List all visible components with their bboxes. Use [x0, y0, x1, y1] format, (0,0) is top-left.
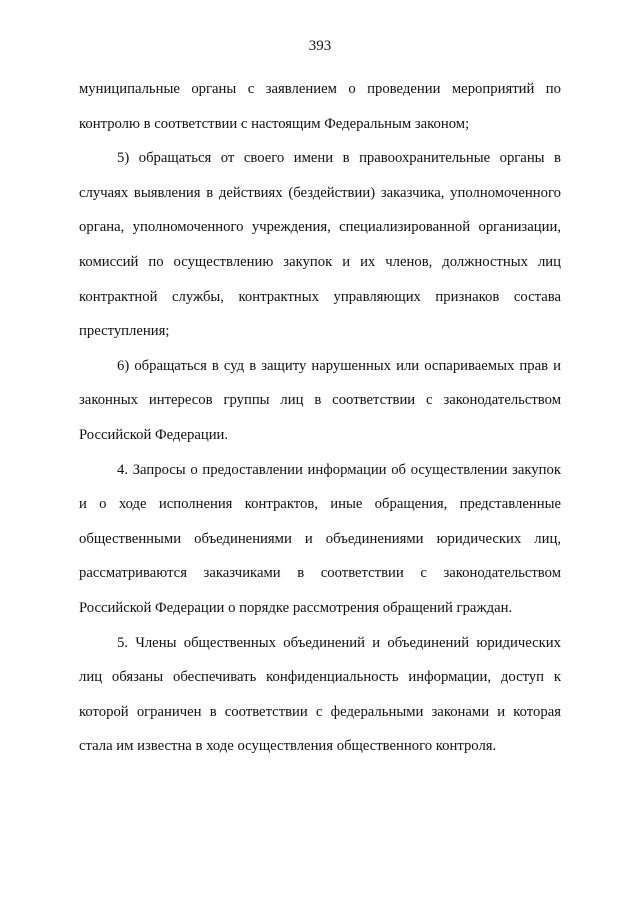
text-line: 5. Члены общественных объединений и объединений юридических [117, 634, 561, 651]
paragraph-section-5 [79, 626, 561, 764]
text-line: 4. Запросы о предоставлении информации об осуществлении закупок [117, 461, 561, 478]
text-line: преступления; [79, 323, 170, 340]
paragraph-section-4 [79, 453, 561, 626]
page-number: 393 [308, 38, 332, 54]
paragraph-municipal-bodies [79, 72, 561, 141]
text-line: Российской Федерации о порядке рассмотрения обращений граждан. [79, 599, 513, 616]
text-line: и о ходе исполнения контрактов, иные обращения, представленные [79, 496, 561, 513]
text-line: которой ограничен в соответствии с федеральными законами и которая [79, 703, 561, 720]
paragraph-item-6 [79, 349, 561, 453]
text-line: законных интересов группы лиц в соответствии с законодательством [79, 392, 561, 409]
text-line: лиц обязаны обеспечивать конфиденциальность информации, доступ к [79, 669, 561, 686]
document-body [79, 72, 561, 764]
text-line: 5) обращаться от своего имени в правоохранительные органы в [117, 150, 561, 167]
text-line: контролю в соответствии с настоящим Федеральным законом; [79, 115, 470, 132]
text-line: муниципальные органы с заявлением о проведении мероприятий по [79, 81, 561, 97]
text-line: органа, уполномоченного учреждения, специализированной организации, [79, 219, 561, 236]
text-line: стала им известна в ходе осуществления общественного контроля. [79, 738, 497, 755]
paragraph-item-5 [79, 141, 561, 349]
text-line: комиссий по осуществлению закупок и их членов, должностных лиц [79, 253, 561, 270]
text-line: контрактной службы, контрактных управляющих признаков состава [79, 288, 561, 305]
text-line: случаях выявления в действиях (бездействии) заказчика, уполномоченного [79, 184, 561, 201]
text-line: рассматриваются заказчиками в соответствии с законодательством [79, 565, 561, 582]
text-line: Российской Федерации. [79, 426, 229, 443]
text-line: 6) обращаться в суд в защиту нарушенных или оспариваемых прав и [117, 357, 561, 374]
text-line: общественными объединениями и объединениями юридических лиц, [79, 530, 561, 547]
